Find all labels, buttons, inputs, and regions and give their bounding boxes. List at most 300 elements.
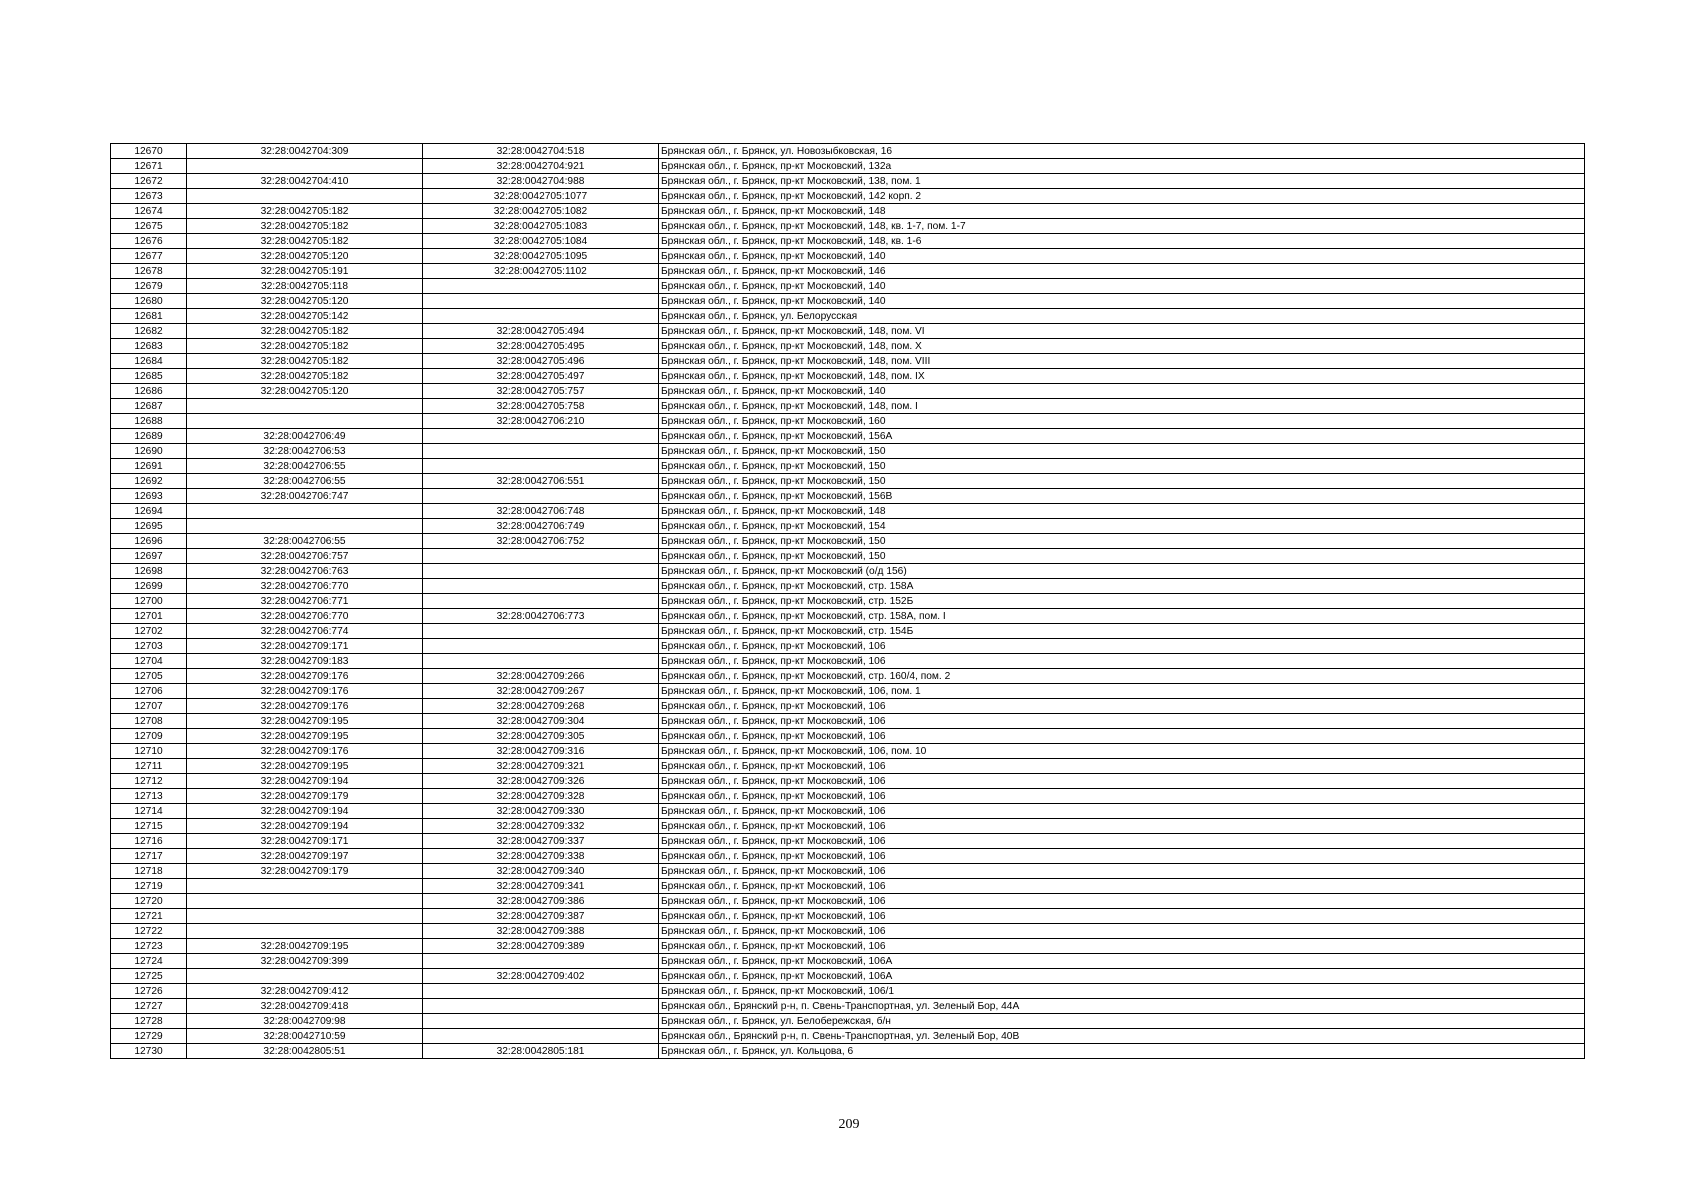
address-cell: Брянская обл., г. Брянск, пр-кт Московский, 106 bbox=[659, 834, 1585, 849]
row-number-cell: 12720 bbox=[111, 894, 187, 909]
address-cell: Брянская обл., г. Брянск, пр-кт Московский, 106 bbox=[659, 894, 1585, 909]
object-cadastral-number-cell: 32:28:0042706:551 bbox=[423, 474, 659, 489]
address-cell: Брянская обл., г. Брянск, пр-кт Московский, 106 bbox=[659, 849, 1585, 864]
object-cadastral-number-cell: 32:28:0042704:921 bbox=[423, 159, 659, 174]
table-row bbox=[111, 324, 1585, 339]
object-cadastral-number-cell: 32:28:0042709:386 bbox=[423, 894, 659, 909]
object-cadastral-number-cell: 32:28:0042709:388 bbox=[423, 924, 659, 939]
table-row bbox=[111, 624, 1585, 639]
table-row bbox=[111, 999, 1585, 1014]
table-row bbox=[111, 234, 1585, 249]
row-number-cell: 12696 bbox=[111, 534, 187, 549]
address-cell: Брянская обл., г. Брянск, пр-кт Московский, 106 bbox=[659, 864, 1585, 879]
table-row bbox=[111, 1044, 1585, 1059]
object-cadastral-number-cell: 32:28:0042705:1077 bbox=[423, 189, 659, 204]
parcel-cadastral-number-cell bbox=[187, 414, 423, 429]
page-number: 209 bbox=[838, 1117, 860, 1132]
address-cell: Брянская обл., г. Брянск, пр-кт Московский, 106, пом. 1 bbox=[659, 684, 1585, 699]
row-number-cell: 12677 bbox=[111, 249, 187, 264]
table-row bbox=[111, 309, 1585, 324]
table-row bbox=[111, 579, 1585, 594]
table-row bbox=[111, 954, 1585, 969]
row-number-cell: 12690 bbox=[111, 444, 187, 459]
address-cell: Брянская обл., г. Брянск, пр-кт Московский, 148, пом. VIII bbox=[659, 354, 1585, 369]
object-cadastral-number-cell: 32:28:0042705:1102 bbox=[423, 264, 659, 279]
table-row bbox=[111, 1029, 1585, 1044]
parcel-cadastral-number-cell bbox=[187, 504, 423, 519]
address-cell: Брянская обл., г. Брянск, пр-кт Московский, 148 bbox=[659, 504, 1585, 519]
address-cell: Брянская обл., г. Брянск, пр-кт Московский, 148, пом. I bbox=[659, 399, 1585, 414]
address-cell: Брянская обл., г. Брянск, пр-кт Московский, 148, пом. VI bbox=[659, 324, 1585, 339]
object-cadastral-number-cell: 32:28:0042705:1083 bbox=[423, 219, 659, 234]
table-row bbox=[111, 804, 1585, 819]
object-cadastral-number-cell: 32:28:0042709:326 bbox=[423, 774, 659, 789]
parcel-cadastral-number-cell: 32:28:0042709:179 bbox=[187, 864, 423, 879]
table-row bbox=[111, 834, 1585, 849]
object-cadastral-number-cell: 32:28:0042705:1095 bbox=[423, 249, 659, 264]
object-cadastral-number-cell: 32:28:0042706:752 bbox=[423, 534, 659, 549]
address-cell: Брянская обл., г. Брянск, пр-кт Московский, стр. 158А bbox=[659, 579, 1585, 594]
parcel-cadastral-number-cell: 32:28:0042705:182 bbox=[187, 204, 423, 219]
row-number-cell: 12729 bbox=[111, 1029, 187, 1044]
object-cadastral-number-cell bbox=[423, 309, 659, 324]
address-cell: Брянская обл., г. Брянск, ул. Белобережская, б/н bbox=[659, 1014, 1585, 1029]
table-row bbox=[111, 1014, 1585, 1029]
address-cell: Брянская обл., г. Брянск, пр-кт Московский, 106, пом. 10 bbox=[659, 744, 1585, 759]
table-row bbox=[111, 144, 1585, 159]
address-cell: Брянская обл., г. Брянск, пр-кт Московский, 106 bbox=[659, 879, 1585, 894]
table-row bbox=[111, 924, 1585, 939]
table-row bbox=[111, 549, 1585, 564]
table-row bbox=[111, 789, 1585, 804]
parcel-cadastral-number-cell: 32:28:0042705:118 bbox=[187, 279, 423, 294]
row-number-cell: 12686 bbox=[111, 384, 187, 399]
parcel-cadastral-number-cell bbox=[187, 519, 423, 534]
table-row bbox=[111, 879, 1585, 894]
object-cadastral-number-cell: 32:28:0042706:210 bbox=[423, 414, 659, 429]
row-number-cell: 12722 bbox=[111, 924, 187, 939]
address-cell: Брянская обл., г. Брянск, пр-кт Московский, стр. 152Б bbox=[659, 594, 1585, 609]
address-cell: Брянская обл., г. Брянск, пр-кт Московский, 106 bbox=[659, 939, 1585, 954]
object-cadastral-number-cell: 32:28:0042709:341 bbox=[423, 879, 659, 894]
table-row bbox=[111, 714, 1585, 729]
object-cadastral-number-cell: 32:28:0042709:328 bbox=[423, 789, 659, 804]
object-cadastral-number-cell bbox=[423, 564, 659, 579]
parcel-cadastral-number-cell: 32:28:0042709:195 bbox=[187, 714, 423, 729]
parcel-cadastral-number-cell bbox=[187, 924, 423, 939]
row-number-cell: 12684 bbox=[111, 354, 187, 369]
address-cell: Брянская обл., г. Брянск, пр-кт Московский, 150 bbox=[659, 474, 1585, 489]
parcel-cadastral-number-cell: 32:28:0042709:197 bbox=[187, 849, 423, 864]
address-cell: Брянская обл., г. Брянск, пр-кт Московский, 106 bbox=[659, 924, 1585, 939]
table-row bbox=[111, 159, 1585, 174]
parcel-cadastral-number-cell bbox=[187, 909, 423, 924]
parcel-cadastral-number-cell: 32:28:0042709:171 bbox=[187, 639, 423, 654]
row-number-cell: 12716 bbox=[111, 834, 187, 849]
address-cell: Брянская обл., г. Брянск, пр-кт Московский, 106А bbox=[659, 954, 1585, 969]
parcel-cadastral-number-cell: 32:28:0042706:49 bbox=[187, 429, 423, 444]
parcel-cadastral-number-cell: 32:28:0042709:179 bbox=[187, 789, 423, 804]
parcel-cadastral-number-cell: 32:28:0042706:770 bbox=[187, 579, 423, 594]
parcel-cadastral-number-cell: 32:28:0042705:182 bbox=[187, 369, 423, 384]
table-row bbox=[111, 504, 1585, 519]
table-row bbox=[111, 489, 1585, 504]
row-number-cell: 12685 bbox=[111, 369, 187, 384]
register-table bbox=[110, 143, 1585, 1059]
address-cell: Брянская обл., г. Брянск, пр-кт Московский, 106 bbox=[659, 819, 1585, 834]
object-cadastral-number-cell bbox=[423, 954, 659, 969]
address-cell: Брянская обл., г. Брянск, пр-кт Московский, 140 bbox=[659, 249, 1585, 264]
address-cell: Брянская обл., г. Брянск, пр-кт Московский, 106/1 bbox=[659, 984, 1585, 999]
address-cell: Брянская обл., г. Брянск, пр-кт Московский, 154 bbox=[659, 519, 1585, 534]
parcel-cadastral-number-cell: 32:28:0042704:309 bbox=[187, 144, 423, 159]
object-cadastral-number-cell: 32:28:0042709:267 bbox=[423, 684, 659, 699]
address-cell: Брянская обл., г. Брянск, пр-кт Московский, 148, пом. IX bbox=[659, 369, 1585, 384]
row-number-cell: 12702 bbox=[111, 624, 187, 639]
parcel-cadastral-number-cell: 32:28:0042706:55 bbox=[187, 459, 423, 474]
table-row bbox=[111, 909, 1585, 924]
object-cadastral-number-cell: 32:28:0042805:181 bbox=[423, 1044, 659, 1059]
object-cadastral-number-cell bbox=[423, 1029, 659, 1044]
row-number-cell: 12727 bbox=[111, 999, 187, 1014]
address-cell: Брянская обл., г. Брянск, пр-кт Московский, 150 bbox=[659, 549, 1585, 564]
object-cadastral-number-cell: 32:28:0042706:749 bbox=[423, 519, 659, 534]
object-cadastral-number-cell bbox=[423, 579, 659, 594]
row-number-cell: 12675 bbox=[111, 219, 187, 234]
object-cadastral-number-cell: 32:28:0042704:988 bbox=[423, 174, 659, 189]
object-cadastral-number-cell bbox=[423, 549, 659, 564]
address-cell: Брянская обл., г. Брянск, пр-кт Московский, 106 bbox=[659, 759, 1585, 774]
parcel-cadastral-number-cell: 32:28:0042709:98 bbox=[187, 1014, 423, 1029]
address-cell: Брянская обл., Брянский р-н, п. Свень-Транспортная, ул. Зеленый Бор, 40В bbox=[659, 1029, 1585, 1044]
address-cell: Брянская обл., г. Брянск, ул. Кольцова, 6 bbox=[659, 1044, 1585, 1059]
table-row bbox=[111, 654, 1585, 669]
object-cadastral-number-cell: 32:28:0042709:316 bbox=[423, 744, 659, 759]
row-number-cell: 12673 bbox=[111, 189, 187, 204]
table-row bbox=[111, 444, 1585, 459]
table-row bbox=[111, 744, 1585, 759]
parcel-cadastral-number-cell: 32:28:0042706:747 bbox=[187, 489, 423, 504]
address-cell: Брянская обл., г. Брянск, пр-кт Московский, 148, кв. 1-6 bbox=[659, 234, 1585, 249]
parcel-cadastral-number-cell: 32:28:0042705:182 bbox=[187, 354, 423, 369]
table-row bbox=[111, 339, 1585, 354]
object-cadastral-number-cell: 32:28:0042706:773 bbox=[423, 609, 659, 624]
parcel-cadastral-number-cell: 32:28:0042709:412 bbox=[187, 984, 423, 999]
table-row bbox=[111, 534, 1585, 549]
parcel-cadastral-number-cell: 32:28:0042705:120 bbox=[187, 384, 423, 399]
parcel-cadastral-number-cell: 32:28:0042709:399 bbox=[187, 954, 423, 969]
parcel-cadastral-number-cell: 32:28:0042704:410 bbox=[187, 174, 423, 189]
table-row bbox=[111, 189, 1585, 204]
row-number-cell: 12694 bbox=[111, 504, 187, 519]
row-number-cell: 12698 bbox=[111, 564, 187, 579]
row-number-cell: 12701 bbox=[111, 609, 187, 624]
row-number-cell: 12704 bbox=[111, 654, 187, 669]
table-row bbox=[111, 459, 1585, 474]
object-cadastral-number-cell bbox=[423, 459, 659, 474]
table-row bbox=[111, 279, 1585, 294]
table-row bbox=[111, 384, 1585, 399]
row-number-cell: 12683 bbox=[111, 339, 187, 354]
table-row bbox=[111, 939, 1585, 954]
address-cell: Брянская обл., г. Брянск, пр-кт Московский, 160 bbox=[659, 414, 1585, 429]
object-cadastral-number-cell: 32:28:0042709:402 bbox=[423, 969, 659, 984]
row-number-cell: 12678 bbox=[111, 264, 187, 279]
table-row bbox=[111, 819, 1585, 834]
parcel-cadastral-number-cell bbox=[187, 894, 423, 909]
object-cadastral-number-cell bbox=[423, 654, 659, 669]
object-cadastral-number-cell: 32:28:0042709:304 bbox=[423, 714, 659, 729]
table-row bbox=[111, 249, 1585, 264]
row-number-cell: 12682 bbox=[111, 324, 187, 339]
row-number-cell: 12708 bbox=[111, 714, 187, 729]
parcel-cadastral-number-cell: 32:28:0042709:176 bbox=[187, 684, 423, 699]
object-cadastral-number-cell bbox=[423, 984, 659, 999]
parcel-cadastral-number-cell: 32:28:0042705:120 bbox=[187, 249, 423, 264]
address-cell: Брянская обл., г. Брянск, пр-кт Московский, 106 bbox=[659, 639, 1585, 654]
parcel-cadastral-number-cell: 32:28:0042705:182 bbox=[187, 324, 423, 339]
address-cell: Брянская обл., г. Брянск, пр-кт Московский, 106 bbox=[659, 654, 1585, 669]
row-number-cell: 12711 bbox=[111, 759, 187, 774]
parcel-cadastral-number-cell: 32:28:0042706:770 bbox=[187, 609, 423, 624]
row-number-cell: 12712 bbox=[111, 774, 187, 789]
row-number-cell: 12718 bbox=[111, 864, 187, 879]
parcel-cadastral-number-cell bbox=[187, 159, 423, 174]
object-cadastral-number-cell: 32:28:0042705:1084 bbox=[423, 234, 659, 249]
parcel-cadastral-number-cell: 32:28:0042706:55 bbox=[187, 534, 423, 549]
address-cell: Брянская обл., г. Брянск, пр-кт Московский, 106 bbox=[659, 804, 1585, 819]
address-cell: Брянская обл., г. Брянск, пр-кт Московский, 106 bbox=[659, 729, 1585, 744]
address-cell: Брянская обл., г. Брянск, пр-кт Московский, 106 bbox=[659, 789, 1585, 804]
row-number-cell: 12700 bbox=[111, 594, 187, 609]
row-number-cell: 12672 bbox=[111, 174, 187, 189]
table-row bbox=[111, 609, 1585, 624]
parcel-cadastral-number-cell: 32:28:0042709:195 bbox=[187, 729, 423, 744]
table-row bbox=[111, 354, 1585, 369]
parcel-cadastral-number-cell: 32:28:0042709:183 bbox=[187, 654, 423, 669]
address-cell: Брянская обл., г. Брянск, пр-кт Московский, 150 bbox=[659, 534, 1585, 549]
object-cadastral-number-cell: 32:28:0042705:495 bbox=[423, 339, 659, 354]
table-row bbox=[111, 369, 1585, 384]
parcel-cadastral-number-cell bbox=[187, 399, 423, 414]
table-row bbox=[111, 414, 1585, 429]
object-cadastral-number-cell bbox=[423, 294, 659, 309]
address-cell: Брянская обл., г. Брянск, пр-кт Московский, 106 bbox=[659, 699, 1585, 714]
parcel-cadastral-number-cell: 32:28:0042709:418 bbox=[187, 999, 423, 1014]
table-row bbox=[111, 759, 1585, 774]
row-number-cell: 12707 bbox=[111, 699, 187, 714]
object-cadastral-number-cell: 32:28:0042709:337 bbox=[423, 834, 659, 849]
parcel-cadastral-number-cell: 32:28:0042705:120 bbox=[187, 294, 423, 309]
parcel-cadastral-number-cell bbox=[187, 189, 423, 204]
object-cadastral-number-cell: 32:28:0042705:497 bbox=[423, 369, 659, 384]
address-cell: Брянская обл., г. Брянск, пр-кт Московский, 140 bbox=[659, 384, 1585, 399]
table-row bbox=[111, 864, 1585, 879]
address-cell: Брянская обл., г. Брянск, пр-кт Московский, 140 bbox=[659, 279, 1585, 294]
address-cell: Брянская обл., г. Брянск, пр-кт Московский, 106 bbox=[659, 774, 1585, 789]
object-cadastral-number-cell: 32:28:0042705:1082 bbox=[423, 204, 659, 219]
parcel-cadastral-number-cell: 32:28:0042705:142 bbox=[187, 309, 423, 324]
address-cell: Брянская обл., г. Брянск, пр-кт Московский, 156А bbox=[659, 429, 1585, 444]
register-table-body bbox=[111, 144, 1585, 1059]
parcel-cadastral-number-cell: 32:28:0042709:194 bbox=[187, 804, 423, 819]
row-number-cell: 12725 bbox=[111, 969, 187, 984]
object-cadastral-number-cell: 32:28:0042705:496 bbox=[423, 354, 659, 369]
object-cadastral-number-cell bbox=[423, 1014, 659, 1029]
address-cell: Брянская обл., г. Брянск, пр-кт Московский, 150 bbox=[659, 444, 1585, 459]
address-cell: Брянская обл., г. Брянск, пр-кт Московский, 148 bbox=[659, 204, 1585, 219]
parcel-cadastral-number-cell: 32:28:0042709:195 bbox=[187, 759, 423, 774]
table-row bbox=[111, 729, 1585, 744]
address-cell: Брянская обл., г. Брянск, пр-кт Московский, 106 bbox=[659, 714, 1585, 729]
row-number-cell: 12699 bbox=[111, 579, 187, 594]
table-row bbox=[111, 849, 1585, 864]
row-number-cell: 12671 bbox=[111, 159, 187, 174]
table-row bbox=[111, 264, 1585, 279]
row-number-cell: 12689 bbox=[111, 429, 187, 444]
parcel-cadastral-number-cell: 32:28:0042705:182 bbox=[187, 339, 423, 354]
parcel-cadastral-number-cell bbox=[187, 879, 423, 894]
object-cadastral-number-cell bbox=[423, 489, 659, 504]
object-cadastral-number-cell: 32:28:0042705:494 bbox=[423, 324, 659, 339]
address-cell: Брянская обл., г. Брянск, пр-кт Московский, 132а bbox=[659, 159, 1585, 174]
row-number-cell: 12721 bbox=[111, 909, 187, 924]
address-cell: Брянская обл., г. Брянск, пр-кт Московский, 142 корп. 2 bbox=[659, 189, 1585, 204]
table-row bbox=[111, 519, 1585, 534]
parcel-cadastral-number-cell: 32:28:0042709:171 bbox=[187, 834, 423, 849]
row-number-cell: 12714 bbox=[111, 804, 187, 819]
object-cadastral-number-cell: 32:28:0042705:758 bbox=[423, 399, 659, 414]
object-cadastral-number-cell: 32:28:0042709:268 bbox=[423, 699, 659, 714]
row-number-cell: 12695 bbox=[111, 519, 187, 534]
row-number-cell: 12709 bbox=[111, 729, 187, 744]
row-number-cell: 12706 bbox=[111, 684, 187, 699]
address-cell: Брянская обл., г. Брянск, пр-кт Московский, 156В bbox=[659, 489, 1585, 504]
object-cadastral-number-cell bbox=[423, 624, 659, 639]
parcel-cadastral-number-cell: 32:28:0042705:191 bbox=[187, 264, 423, 279]
row-number-cell: 12705 bbox=[111, 669, 187, 684]
object-cadastral-number-cell: 32:28:0042706:748 bbox=[423, 504, 659, 519]
address-cell: Брянская обл., г. Брянск, пр-кт Московский, стр. 160/4, пом. 2 bbox=[659, 669, 1585, 684]
table-row bbox=[111, 969, 1585, 984]
table-row bbox=[111, 894, 1585, 909]
parcel-cadastral-number-cell: 32:28:0042710:59 bbox=[187, 1029, 423, 1044]
address-cell: Брянская обл., г. Брянск, пр-кт Московский, 146 bbox=[659, 264, 1585, 279]
table-row bbox=[111, 699, 1585, 714]
table-row bbox=[111, 669, 1585, 684]
object-cadastral-number-cell: 32:28:0042709:266 bbox=[423, 669, 659, 684]
table-row bbox=[111, 219, 1585, 234]
table-row bbox=[111, 174, 1585, 189]
parcel-cadastral-number-cell: 32:28:0042709:176 bbox=[187, 744, 423, 759]
row-number-cell: 12681 bbox=[111, 309, 187, 324]
row-number-cell: 12676 bbox=[111, 234, 187, 249]
address-cell: Брянская обл., г. Брянск, пр-кт Московский (о/д 156) bbox=[659, 564, 1585, 579]
address-cell: Брянская обл., г. Брянск, пр-кт Московский, стр. 154Б bbox=[659, 624, 1585, 639]
row-number-cell: 12713 bbox=[111, 789, 187, 804]
address-cell: Брянская обл., г. Брянск, пр-кт Московский, 106А bbox=[659, 969, 1585, 984]
table-row bbox=[111, 594, 1585, 609]
address-cell: Брянская обл., г. Брянск, пр-кт Московский, 150 bbox=[659, 459, 1585, 474]
object-cadastral-number-cell: 32:28:0042709:389 bbox=[423, 939, 659, 954]
row-number-cell: 12693 bbox=[111, 489, 187, 504]
parcel-cadastral-number-cell: 32:28:0042709:195 bbox=[187, 939, 423, 954]
row-number-cell: 12679 bbox=[111, 279, 187, 294]
parcel-cadastral-number-cell: 32:28:0042706:55 bbox=[187, 474, 423, 489]
parcel-cadastral-number-cell: 32:28:0042706:757 bbox=[187, 549, 423, 564]
row-number-cell: 12726 bbox=[111, 984, 187, 999]
parcel-cadastral-number-cell: 32:28:0042805:51 bbox=[187, 1044, 423, 1059]
address-cell: Брянская обл., г. Брянск, пр-кт Московский, 106 bbox=[659, 909, 1585, 924]
parcel-cadastral-number-cell: 32:28:0042706:771 bbox=[187, 594, 423, 609]
address-cell: Брянская обл., г. Брянск, пр-кт Московский, стр. 158А, пом. I bbox=[659, 609, 1585, 624]
parcel-cadastral-number-cell: 32:28:0042706:774 bbox=[187, 624, 423, 639]
address-cell: Брянская обл., г. Брянск, ул. Новозыбковская, 16 bbox=[659, 144, 1585, 159]
object-cadastral-number-cell: 32:28:0042709:305 bbox=[423, 729, 659, 744]
object-cadastral-number-cell: 32:28:0042709:387 bbox=[423, 909, 659, 924]
row-number-cell: 12730 bbox=[111, 1044, 187, 1059]
address-cell: Брянская обл., г. Брянск, пр-кт Московский, 148, пом. X bbox=[659, 339, 1585, 354]
object-cadastral-number-cell bbox=[423, 429, 659, 444]
object-cadastral-number-cell bbox=[423, 444, 659, 459]
address-cell: Брянская обл., г. Брянск, пр-кт Московский, 148, кв. 1-7, пом. 1-7 bbox=[659, 219, 1585, 234]
parcel-cadastral-number-cell: 32:28:0042709:194 bbox=[187, 819, 423, 834]
row-number-cell: 12723 bbox=[111, 939, 187, 954]
address-cell: Брянская обл., г. Брянск, пр-кт Московский, 140 bbox=[659, 294, 1585, 309]
object-cadastral-number-cell: 32:28:0042709:340 bbox=[423, 864, 659, 879]
object-cadastral-number-cell bbox=[423, 999, 659, 1014]
row-number-cell: 12715 bbox=[111, 819, 187, 834]
row-number-cell: 12670 bbox=[111, 144, 187, 159]
parcel-cadastral-number-cell: 32:28:0042706:53 bbox=[187, 444, 423, 459]
object-cadastral-number-cell: 32:28:0042709:330 bbox=[423, 804, 659, 819]
table-row bbox=[111, 774, 1585, 789]
row-number-cell: 12717 bbox=[111, 849, 187, 864]
table-row bbox=[111, 429, 1585, 444]
address-cell: Брянская обл., г. Брянск, ул. Белорусская bbox=[659, 309, 1585, 324]
parcel-cadastral-number-cell: 32:28:0042705:182 bbox=[187, 234, 423, 249]
object-cadastral-number-cell bbox=[423, 594, 659, 609]
object-cadastral-number-cell: 32:28:0042705:757 bbox=[423, 384, 659, 399]
object-cadastral-number-cell bbox=[423, 279, 659, 294]
object-cadastral-number-cell: 32:28:0042709:332 bbox=[423, 819, 659, 834]
object-cadastral-number-cell: 32:28:0042709:321 bbox=[423, 759, 659, 774]
object-cadastral-number-cell: 32:28:0042704:518 bbox=[423, 144, 659, 159]
row-number-cell: 12687 bbox=[111, 399, 187, 414]
parcel-cadastral-number-cell: 32:28:0042706:763 bbox=[187, 564, 423, 579]
row-number-cell: 12710 bbox=[111, 744, 187, 759]
object-cadastral-number-cell: 32:28:0042709:338 bbox=[423, 849, 659, 864]
table-row bbox=[111, 639, 1585, 654]
table-row bbox=[111, 294, 1585, 309]
table-row bbox=[111, 684, 1585, 699]
parcel-cadastral-number-cell: 32:28:0042709:176 bbox=[187, 669, 423, 684]
row-number-cell: 12724 bbox=[111, 954, 187, 969]
row-number-cell: 12728 bbox=[111, 1014, 187, 1029]
table-row bbox=[111, 474, 1585, 489]
row-number-cell: 12697 bbox=[111, 549, 187, 564]
parcel-cadastral-number-cell: 32:28:0042705:182 bbox=[187, 219, 423, 234]
parcel-cadastral-number-cell: 32:28:0042709:194 bbox=[187, 774, 423, 789]
object-cadastral-number-cell bbox=[423, 639, 659, 654]
table-row bbox=[111, 984, 1585, 999]
address-cell: Брянская обл., Брянский р-н, п. Свень-Транспортная, ул. Зеленый Бор, 44А bbox=[659, 999, 1585, 1014]
row-number-cell: 12703 bbox=[111, 639, 187, 654]
table-row bbox=[111, 564, 1585, 579]
row-number-cell: 12680 bbox=[111, 294, 187, 309]
parcel-cadastral-number-cell: 32:28:0042709:176 bbox=[187, 699, 423, 714]
row-number-cell: 12692 bbox=[111, 474, 187, 489]
